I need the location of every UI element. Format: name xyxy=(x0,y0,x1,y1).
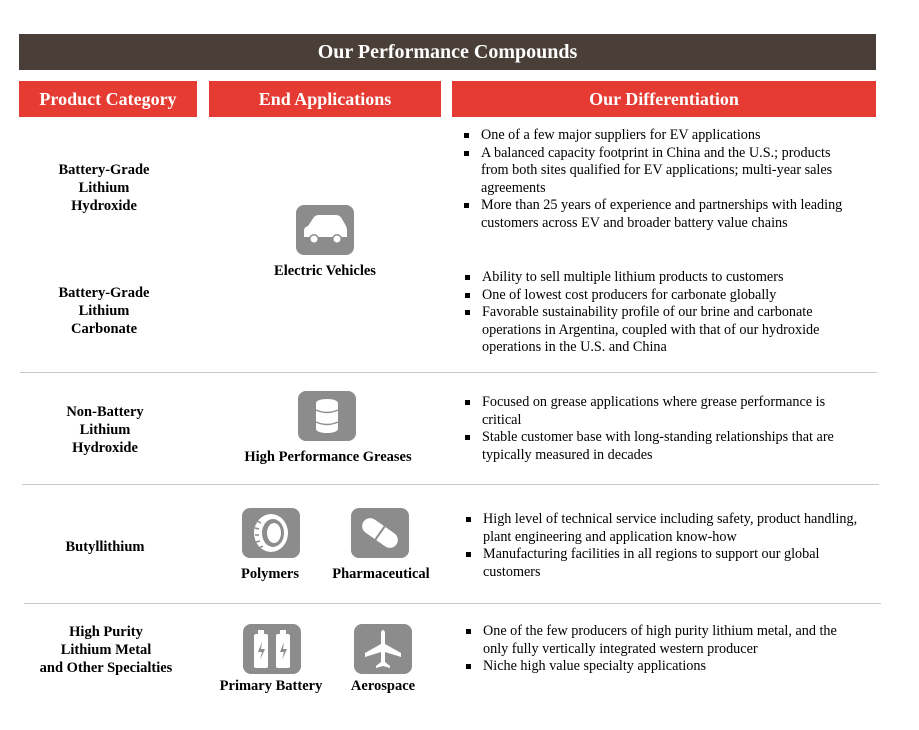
category-non-battery-hydroxide xyxy=(21,403,189,457)
list-item: Niche high value specialty applications xyxy=(462,658,862,676)
category-butyllithium xyxy=(21,538,189,556)
category-line: Hydroxide xyxy=(72,440,138,456)
category-line: Non-Battery xyxy=(66,404,144,420)
list-item: Focused on grease applications where grease performance is critical xyxy=(461,394,861,429)
differentiation-list-high-purity xyxy=(462,623,862,676)
list-item: Ability to sell multiple lithium products to customers xyxy=(461,269,861,287)
header-our-differentiation: Our Differentiation xyxy=(452,81,876,117)
app-label-electric-vehicles: Electric Vehicles xyxy=(274,263,376,279)
app-label-aerospace: Aerospace xyxy=(350,678,416,694)
header-end-applications: End Applications xyxy=(209,81,441,117)
list-item: Favorable sustainability profile of our brine and carbonate operations in Argentina, coupled with that of our hydroxide operations in the U.S. and China xyxy=(461,304,861,357)
list-item: Manufacturing facilities in all regions to support our global customers xyxy=(462,546,862,581)
category-high-purity-lithium-metal xyxy=(22,623,190,677)
category-line: Carbonate xyxy=(70,321,138,337)
list-item: One of lowest cost producers for carbonate globally xyxy=(461,287,861,305)
row-divider xyxy=(22,484,879,485)
app-label-pharmaceutical: Pharmaceutical xyxy=(332,566,430,582)
car-icon xyxy=(296,205,354,255)
list-item: One of the few producers of high purity lithium metal, and the only fully vertically integrated western producer xyxy=(462,623,862,658)
capsule-icon xyxy=(351,508,409,558)
category-battery-grade-carbonate xyxy=(20,284,188,338)
battery-icon xyxy=(243,624,301,674)
app-label-high-performance-greases: High Performance Greases xyxy=(244,449,412,465)
category-line: and Other Specialties xyxy=(39,660,173,676)
category-line: Lithium Metal xyxy=(60,642,152,658)
list-item: A balanced capacity footprint in China and the U.S.; products from both sites qualified for EV applications; multi-year sales agreements xyxy=(460,145,860,198)
header-product-category: Product Category xyxy=(19,81,197,117)
differentiation-list-non-battery xyxy=(461,394,861,464)
category-line: Hydroxide xyxy=(71,198,137,214)
app-label-polymers: Polymers xyxy=(241,566,299,582)
differentiation-list-hydroxide xyxy=(460,127,860,233)
list-item: More than 25 years of experience and partnerships with leading customers across EV and broader battery value chains xyxy=(460,197,860,232)
category-line: Lithium xyxy=(78,303,130,319)
differentiation-list-carbonate xyxy=(461,269,861,357)
app-label-primary-battery: Primary Battery xyxy=(219,678,323,694)
tire-icon xyxy=(242,508,300,558)
differentiation-list-butyllithium xyxy=(462,511,862,581)
category-line: High Purity xyxy=(69,624,143,640)
grease-can-icon xyxy=(298,391,356,441)
list-item: High level of technical service including safety, product handling, plant engineering and application know-how xyxy=(462,511,862,546)
category-line: Battery-Grade xyxy=(58,285,150,301)
category-line: Lithium xyxy=(79,422,131,438)
category-line: Battery-Grade xyxy=(58,162,150,178)
category-battery-grade-hydroxide xyxy=(20,161,188,215)
list-item: Stable customer base with long-standing relationships that are typically measured in decades xyxy=(461,429,861,464)
airplane-icon xyxy=(354,624,412,674)
category-line: Butyllithium xyxy=(65,539,145,555)
category-line: Lithium xyxy=(78,180,130,196)
list-item: One of a few major suppliers for EV applications xyxy=(460,127,860,145)
row-divider xyxy=(20,372,877,373)
page-title: Our Performance Compounds xyxy=(19,34,876,70)
row-divider xyxy=(24,603,881,604)
